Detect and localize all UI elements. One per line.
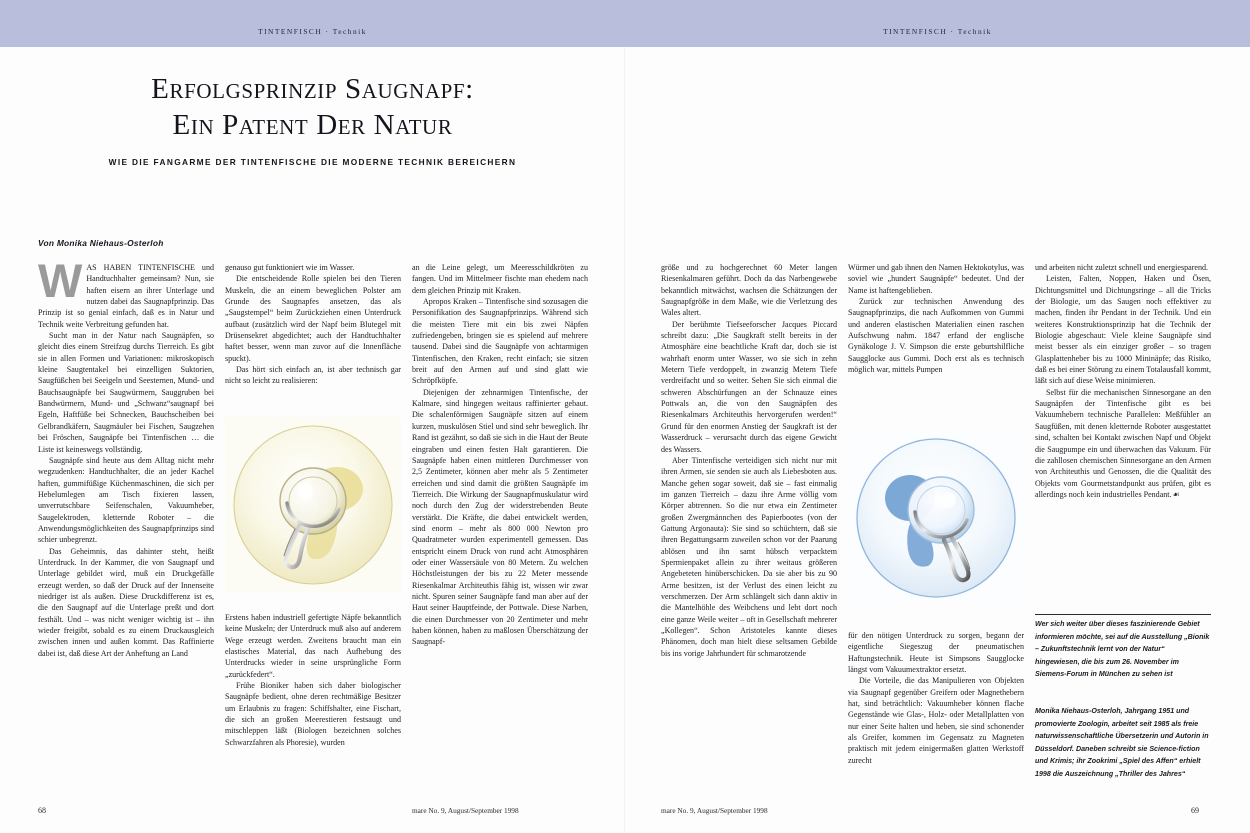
paragraph: [412, 296, 588, 387]
photo-suction-cup-blue: [848, 428, 1024, 604]
folio-left: 68: [38, 806, 46, 815]
suction-cup-yellow-illustration: [225, 417, 401, 593]
running-head-right: TINTENFISCH · Technik: [883, 27, 992, 36]
header-band: [0, 0, 1250, 47]
paragraph-text: Leisten, Falten, Noppen, Haken und Ösen, Dichtungsmittel und Dichtungsringe – all die Tricks der Biologie, um das Saugen noch effektiver zu machen, finden ihr Pendant in der Technik. Und ein weiteres Konstruktionsprinzip hat die Technik der Biologie abgeschaut: Viele kleine Saugnäpfe sind meist besser als ein einziger großer – so tragen Glasplattenheber bis zu 1000 Mininäpfe; das Risiko, daß es bei einer Störung zu einem Totalausfall kommt, läßt sich auf diese Weise minimieren.: [1035, 274, 1211, 386]
paragraph: [661, 455, 837, 659]
exhibition-note: Wer sich weiter über dieses faszinierende Gebiet informieren möchte, sei auf die Ausstellung „Bionik – Zukunftstechnik lernt von der Natur“ hingewiesen, die bis zum 26. November im Siemens-Forum in München zu sehen ist: [1035, 614, 1211, 681]
imprint-right: mare No. 9, August/September 1998: [661, 806, 768, 815]
article-subtitle: WIE DIE FANGARME DER TINTENFISCHE DIE MODERNE TECHNIK BEREICHERN: [108, 157, 517, 167]
paragraph-text: Frühe Bioniker haben sich daher biologischer Saugnäpfe bedient, ohne deren rechtmäßige Besitzer um Erlaubnis zu fragen: Schiffshalter, eine Fischart, die sich an großen Meerestieren festsaugt und mitschleppen läßt (Biologen bezeichnen solches Schwarzfahren als Phoresie), wurden: [225, 681, 401, 747]
text-column-6: [1035, 262, 1211, 607]
paragraph-text: an die Leine gelegt, um Meeresschildkröten zu fangen. Und im Mittelmeer fischte man ehedem nach dem gleichen Prinzip mit Kraken.: [412, 263, 588, 295]
suction-cup-blue-illustration: [848, 428, 1024, 604]
paragraph-text: für den nötigen Unterdruck zu sorgen, begann der eigentliche Siegeszug der pneumatischen Haftungstechnik. Heute ist Simpsons Saugglocke längst vom Vakuumextraktor ersetzt.: [848, 631, 1024, 675]
paragraph: [225, 262, 401, 273]
paragraph: [225, 273, 401, 364]
text-column-5-bottom: [848, 630, 1024, 766]
paragraph-text: Selbst für die mechanischen Sinnesorgane an den Saugnäpfen der Tintenfische gibt es bei Vakuumhebern technische Parallelen: Meßfühler an Saugfüßen, mit denen kletternde Roboter ausgestattet sind, schalten bei Kontakt zwischen Napf und Objekt die Saugpumpe ein und überwachen das Vakuum. Für die zahllosen chemischen Sinnesorgane an den Armen von Architeuthis und Genossen, die die Qualität des Objekts vom Gourmetstandpunkt aus prüfen, gibt es allerdings noch kein industrielles Pendant.: [1035, 387, 1211, 499]
paragraph: [412, 262, 588, 296]
text-column-5-top: [848, 262, 1024, 375]
end-mark: ☙: [1171, 489, 1179, 499]
text-column-3: [412, 262, 588, 792]
paragraph: [38, 330, 214, 455]
paragraph-text: größe und zu hochgerechnet 60 Meter langen Riesenkalmaren geführt. Doch da das Narbengewebe bekanntlich mitwächst, wachsen die Schätzungen der Saugnapfgröße in dem Maße, wie die Verletzung des Wales altert.: [661, 263, 837, 318]
paragraph: [38, 546, 214, 659]
text-column-4: [661, 262, 837, 792]
paragraph-text: und arbeiten nicht zuletzt schnell und energiesparend.: [1035, 263, 1209, 272]
paragraph-text: genauso gut funktioniert wie im Wasser.: [225, 263, 355, 272]
paragraph-text: Saugnäpfe sind heute aus dem Alltag nicht mehr wegzudenken: Handtuchhalter, die an jeder Kachel haften, gummifüßige Küchenmaschinen, die sich per Hebelumlegen am Tisch fixieren lassen, unverrutschbare Seifenschalen, Vakuumheber, Saugelektroden, kletternde Roboter – die Anwendungsmöglichkeiten des Saugnapfprinzips sind schier unbegrenzt.: [38, 455, 214, 545]
photo-suction-cup-yellow: [225, 417, 401, 593]
imprint-left: mare No. 9, August/September 1998: [412, 806, 519, 815]
paragraph: [38, 254, 214, 330]
byline: Von Monika Niehaus-Osterloh: [38, 238, 164, 248]
paragraph-text: AS HABEN TINTENFISCHE und Handtuchhalter gemeinsam? Nun, sie haften eisern an ihrer Unterlage und nutzen dabei das Saugnapfprinzip. Das Prinzip ist so genial einfach, daß es in Natur und Technik weite Verbreitung gefunden hat.: [38, 263, 214, 329]
paragraph-text: Das Geheimnis, das dahinter steht, heißt Unterdruck. In der Kammer, die von Saugnapf und Unterlage gebildet wird, muß ein Druckgefälle erzeugt werden, so daß der Druck auf der Innenseite niedriger ist als außen. Diese Druckdifferenz ist es, die den Saugnapf auf die Unterlage preßt und dort festhält. Und – was nicht weniger wichtig ist – ihn wieder freigibt, sobald es zu einem Druckausgleich zwischen innen und außen kommt. Das Raffinierte dabei ist, daß diese Art der Anheftung an Land: [38, 546, 214, 658]
text-column-2-bottom: [225, 612, 401, 748]
paragraph-text: Zurück zur technischen Anwendung des Saugnapfprinzips, die nach Aufkommen von Gummi und anderen elastischen Materialien einen raschen Aufschwung nahm. 1847 erfand der englische Gynäkologe J. V. Simpson die erste geburtshilfliche Saugglocke aus Gummi. Doch erst als es technisch möglich war, mittels Pumpen: [848, 297, 1024, 375]
paragraph: [848, 630, 1024, 675]
paragraph-text: Die entscheidende Rolle spielen bei den Tieren Muskeln, die an einem beweglichen Polster am Grunde des Saugnapfes ansetzen, das als „Saugstempel“ beim Zurückziehen einen Unterdruck aufbaut (zusätzlich wird der Napf beim Blutegel mit Drüsensekret abgedichtet; auch der Handtuchhalter haftet besser, wenn man zuvor auf die Innenfläche spuckt).: [225, 274, 401, 363]
paragraph: [1035, 262, 1211, 273]
paragraph: [661, 319, 837, 455]
drop-cap: W: [38, 254, 83, 307]
paragraph-text: Aber Tintenfische verteidigen sich nicht nur mit ihren Armen, sie senden sie auch als Liebesboten aus. Manche gehen sogar soweit, daß sie – fast einmalig im ganzen Tierreich – dazu ihre Arme völlig vom Körper abtrennen. So die nur etwa ein Zentimeter großen Zwergmännchen des Papierbootes (von der Gattung Argonauta): Sie sind so schüchtern, daß sie ihren Begattungsarm zuweilen schon vor der Paarung ablösen und ihn samt hübsch verpacktem Spermienpaket allein zu ihrer weitaus größeren Angebeteten hinüberschicken. Da sie aber bis zu 90 Arme besitzen, ist der Verlust des einen leicht zu verschmerzen. Der Arm schlängelt sich dann aktiv in die Mantelhöhle des Weibchens und lebt dort noch eine ganze Weile weiter – oft in Gesellschaft mehrerer „Kollegen“. Schon Aristoteles kannte dieses Phänomen, doch man hielt diese seltsamen Gebilde bis ins vorige Jahrhundert für schmarotzende: [661, 455, 837, 658]
text-column-2-top: [225, 262, 401, 387]
paragraph: [225, 680, 401, 748]
paragraph: [848, 675, 1024, 766]
paragraph: [225, 612, 401, 680]
article-title-block: [0, 72, 625, 167]
paragraph: [1035, 387, 1211, 500]
paragraph-text: Das hört sich einfach an, ist aber technisch gar nicht so leicht zu realisieren:: [225, 365, 401, 386]
paragraph-text: Die Vorteile, die das Manipulieren von Objekten via Saugnapf gegenüber Greifern oder Magnethebern hat, sind beträchtlich: Vakuumheber können flache Gegenstände wie Glas-, Holz- oder Metallplatten von nur einer Seite halten und heben, sie sind schonender als Greifer, kommen im Gegensatz zu Magneten praktisch mit jedem einigermaßen glatten Werkstoff zurecht: [848, 676, 1024, 765]
paragraph-text: Diejenigen der zehnarmigen Tintenfische, der Kalmare, sind hingegen weitaus raffinierter gebaut. Die schalenförmigen Saugnäpfe sitzen auf einem kurzen, muskulösen Stiel und sind sehr beweglich. Ihr Rand ist gezähnt, so daß sie sich in die Haut der Beute eingraben und einen festen Halt garantieren. Die Saugnäpfe haben einen mittleren Durchmesser von 2,5 Zentimeter, können aber mehr als 5 Zentimeter erreichen und sind damit die größten Saugnäpfe im Tierreich. Die Wirkung der Saugnapfmuskulatur wird noch durch den Zug der widerstrebenden Beute verstärkt. Die Kräfte, die dabei entwickelt werden, sind enorm – mehr als 800 000 Newton pro Quadratmeter wurden experimentell gemessen. Das entspricht einem Druck von rund acht Atmosphären oder einer Wassersäule von 80 Metern. Zu welchen Höchstleistungen der bis zu 22 Meter messende Riesenkalmar Architeuthis fähig ist, wissen wir zwar nicht. Spuren seiner Saugnäpfe fand man aber auf der Haut seiner Hauptfeinde, der Pottwale. Diese Narben, die einen Durchmesser von 20 Zentimeter und mehr haben können, haben zu maßlosen Überschätzung der Saugnapf-: [412, 387, 588, 647]
page-title-line2: EIN PATENT DER NATUR: [172, 109, 453, 141]
paragraph-text: Sucht man in der Natur nach Saugnäpfen, so gleicht dies einem Streifzug durchs Tierreich. Es gibt sie in allen Formen und Variationen: mikroskopisch kleine Saugtentakel bei einzelligen Suktorien, Saugfüßchen bei Seeigeln und Seesternen, Mund- und Bauchsaugnäpfe bei Saugwürmern, Sauggruben bei Bandwürmern, Mund- und „Schwanz“saugnapf bei Egeln, Haftfüße bei Schnecken, Bauchscheiben bei Gelbrandkäfern, Saugmäuler bei Fischen, Saugzehen bei Fröschen, Saugnäpfe bei Tintenfischen … die Liste ist keineswegs vollständig.: [38, 331, 214, 454]
paragraph: [661, 262, 837, 319]
paragraph: [38, 455, 214, 546]
paragraph: [225, 364, 401, 387]
author-bio: Monika Niehaus-Osterloh, Jahrgang 1951 und promovierte Zoologin, arbeitet seit 1985 als freie naturwissenschaftliche Übersetzerin und Autorin in Düsseldorf. Daneben schreibt sie Science-fiction und Krimis; ihr Zookrimi „Spiel des Affen“ erhielt 1998 die Auszeichnung „Thriller des Jahres“: [1035, 707, 1209, 778]
paragraph: [412, 387, 588, 648]
paragraph: [848, 262, 1024, 296]
folio-right: 69: [1191, 806, 1199, 815]
paragraph: [1035, 273, 1211, 386]
paragraph-text: Der berühmte Tiefseeforscher Jacques Piccard schreibt dazu: „Die Saugkraft stellt bereits in der Atmosphäre eine beachtliche Kraft dar, doch sie ist wahrhaft enorm unter Wasser, wo sie sich in zehn Metern Tiefe verdoppelt, in zwanzig Metern Tiefe verdreifacht und so weiter. Sehen Sie sich einmal die schweren Abschürfungen an der Schnauze eines Pottwals an, die von den Saugnäpfen des Riesenkalmars Architeuthis hervorgerufen werden!“ Grund für den enormen Anstieg der Saugkraft ist der Wasserdruck – verursacht durch das eigene Gewicht des Wassers.: [661, 319, 837, 454]
page-title-line1: ERFOLGSPRINZIP SAUGNAPF:: [151, 73, 474, 105]
paragraph-text: Apropos Kraken – Tintenfische sind sozusagen die Personifikation des Saugnapfprinzips. Während sich die meisten Tiere mit ein bis zwei Näpfen zufriedengeben, bringen sie es spielend auf mehrere tausend. Dabei sind die Saugnäpfe von achtarmigen Tintenfischen, den Kraken, recht einfach; sie sitzen breit auf den Armen auf und sind glatt wie Schröpfköpfe.: [412, 297, 588, 386]
paragraph: [848, 296, 1024, 375]
running-head-left: TINTENFISCH · Technik: [258, 27, 367, 36]
paragraph-text: Erstens haben industriell gefertigte Näpfe bekanntlich keine Muskeln; der Unterdruck muß also auf anderem Wege erzeugt werden. Zweitens braucht man ein elastisches Material, das nach Aufhebung des Unterdrucks wieder in seine ursprüngliche Form „zurückfedert“.: [225, 613, 401, 679]
text-column-1: [38, 254, 214, 792]
paragraph-text: Würmer und gab ihnen den Namen Hektokotylus, was soviel wie „hundert Saugnäpfe“ bedeutet. Und der Name ist haftengeblieben.: [848, 263, 1024, 295]
